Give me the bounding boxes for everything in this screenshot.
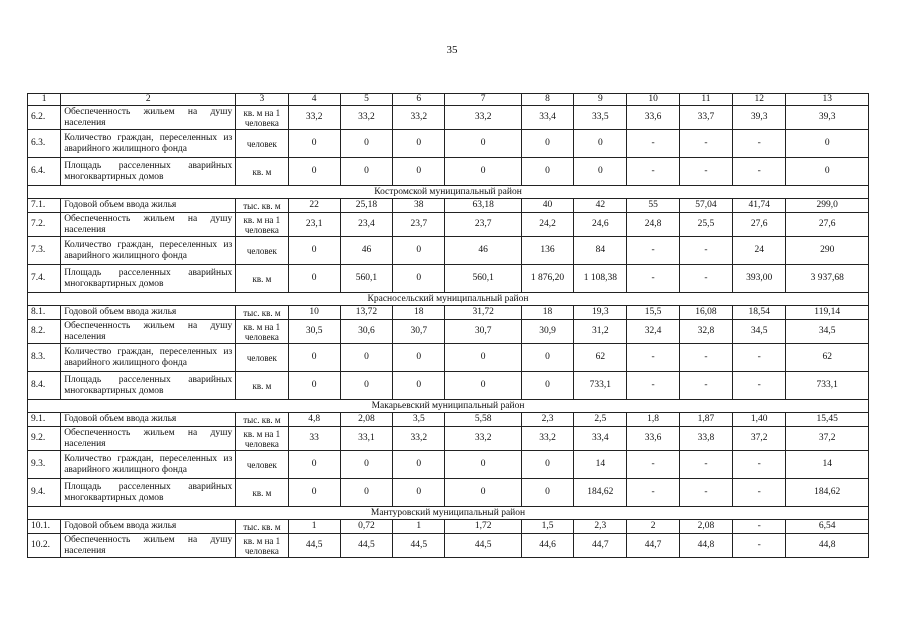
value-cell: 44,7 [627, 534, 679, 558]
table-body [28, 94, 869, 558]
value-cell: - [733, 520, 786, 534]
table-row [28, 344, 869, 372]
unit-of-measure: человек [236, 344, 288, 372]
table-row [28, 237, 869, 265]
unit-of-measure: кв. м [236, 372, 288, 400]
row-number: 10.2. [28, 534, 61, 558]
value-cell: 0 [521, 451, 573, 479]
value-cell: 32,4 [627, 320, 679, 344]
value-cell: 0 [445, 158, 521, 186]
value-cell: 38 [393, 199, 445, 213]
value-cell: 46 [340, 237, 392, 265]
section-row [28, 186, 869, 199]
value-cell: 25,18 [340, 199, 392, 213]
value-cell: 0 [288, 237, 340, 265]
value-cell: 184,62 [786, 479, 869, 507]
value-cell: 0 [340, 344, 392, 372]
value-cell: 0 [393, 237, 445, 265]
indicator-name: Годовой объем ввода жилья [61, 199, 236, 213]
column-number-cell: 11 [679, 94, 732, 106]
value-cell: - [679, 158, 732, 186]
indicator-name: Площадь расселенных аварийных многоквартирных домов [61, 372, 236, 400]
indicator-name: Количество граждан, переселенных из аварийного жилищного фонда [61, 130, 236, 158]
unit-of-measure: кв. м на 1 человека [236, 213, 288, 237]
value-cell: 3,5 [393, 413, 445, 427]
value-cell: 62 [786, 344, 869, 372]
unit-of-measure: человек [236, 451, 288, 479]
row-number: 8.4. [28, 372, 61, 400]
value-cell: 30,7 [393, 320, 445, 344]
value-cell: - [733, 158, 786, 186]
indicator-name: Обеспеченность жильем на душу населения [61, 320, 236, 344]
value-cell: 5,58 [445, 413, 521, 427]
value-cell: 0 [393, 451, 445, 479]
unit-of-measure: человек [236, 130, 288, 158]
value-cell: 44,8 [786, 534, 869, 558]
value-cell: 136 [521, 237, 573, 265]
value-cell: 3 937,68 [786, 265, 869, 293]
value-cell: 34,5 [733, 320, 786, 344]
unit-of-measure: тыс. кв. м [236, 199, 288, 213]
value-cell: 55 [627, 199, 679, 213]
value-cell: 37,2 [786, 427, 869, 451]
value-cell: 39,3 [786, 106, 869, 130]
value-cell: 18,54 [733, 306, 786, 320]
indicator-name: Обеспеченность жильем на душу населения [61, 106, 236, 130]
value-cell: 46 [445, 237, 521, 265]
section-row [28, 507, 869, 520]
value-cell: 33,1 [340, 427, 392, 451]
value-cell: 24 [733, 237, 786, 265]
value-cell: 30,7 [445, 320, 521, 344]
value-cell: 24,2 [521, 213, 573, 237]
value-cell: 0 [340, 451, 392, 479]
value-cell: 2,3 [521, 413, 573, 427]
table-row [28, 479, 869, 507]
value-cell: 33,6 [627, 106, 679, 130]
table-row [28, 427, 869, 451]
value-cell: 0 [288, 451, 340, 479]
unit-of-measure: человек [236, 237, 288, 265]
value-cell: 0 [521, 158, 573, 186]
value-cell: 1,72 [445, 520, 521, 534]
value-cell: 42 [574, 199, 627, 213]
indicator-name: Годовой объем ввода жилья [61, 520, 236, 534]
value-cell: 2 [627, 520, 679, 534]
indicator-name: Площадь расселенных аварийных многоквартирных домов [61, 479, 236, 507]
value-cell: 560,1 [445, 265, 521, 293]
value-cell: 0 [288, 158, 340, 186]
row-number: 8.2. [28, 320, 61, 344]
value-cell: 15,45 [786, 413, 869, 427]
value-cell: 39,3 [733, 106, 786, 130]
value-cell: - [627, 237, 679, 265]
value-cell: 44,7 [574, 534, 627, 558]
row-number: 6.2. [28, 106, 61, 130]
value-cell: 1 [393, 520, 445, 534]
table-row [28, 520, 869, 534]
value-cell: 41,74 [733, 199, 786, 213]
value-cell: 33,2 [445, 106, 521, 130]
value-cell: 44,5 [445, 534, 521, 558]
value-cell: 24,8 [627, 213, 679, 237]
table-row [28, 451, 869, 479]
value-cell: 0 [393, 265, 445, 293]
unit-of-measure: кв. м на 1 человека [236, 106, 288, 130]
section-title: Красносельский муниципальный район [28, 293, 869, 306]
value-cell: 44,5 [340, 534, 392, 558]
value-cell: 44,6 [521, 534, 573, 558]
value-cell: 0 [521, 130, 573, 158]
value-cell: 0 [521, 479, 573, 507]
value-cell: 1,5 [521, 520, 573, 534]
value-cell: 0 [521, 372, 573, 400]
row-number: 6.3. [28, 130, 61, 158]
column-number-header-row [28, 94, 869, 106]
row-number: 7.3. [28, 237, 61, 265]
value-cell: - [627, 158, 679, 186]
row-number: 10.1. [28, 520, 61, 534]
value-cell: 1,40 [733, 413, 786, 427]
value-cell: - [733, 344, 786, 372]
indicator-name: Обеспеченность жильем на душу населения [61, 427, 236, 451]
value-cell: 0 [288, 479, 340, 507]
value-cell: 44,5 [288, 534, 340, 558]
column-number-cell: 13 [786, 94, 869, 106]
table-row [28, 534, 869, 558]
value-cell: 10 [288, 306, 340, 320]
value-cell: 33,4 [521, 106, 573, 130]
value-cell: 0 [393, 158, 445, 186]
value-cell: 27,6 [786, 213, 869, 237]
value-cell: 733,1 [786, 372, 869, 400]
value-cell: 31,2 [574, 320, 627, 344]
value-cell: - [733, 451, 786, 479]
row-number: 7.4. [28, 265, 61, 293]
row-number: 7.1. [28, 199, 61, 213]
value-cell: 393,00 [733, 265, 786, 293]
value-cell: 0 [445, 479, 521, 507]
unit-of-measure: кв. м на 1 человека [236, 427, 288, 451]
value-cell: 560,1 [340, 265, 392, 293]
indicator-name: Количество граждан, переселенных из аварийного жилищного фонда [61, 451, 236, 479]
value-cell: 40 [521, 199, 573, 213]
value-cell: - [733, 130, 786, 158]
value-cell: 0 [786, 130, 869, 158]
value-cell: 290 [786, 237, 869, 265]
table-row [28, 199, 869, 213]
column-number-cell: 4 [288, 94, 340, 106]
value-cell: 1 [288, 520, 340, 534]
section-row [28, 400, 869, 413]
value-cell: 23,1 [288, 213, 340, 237]
indicator-name: Годовой объем ввода жилья [61, 413, 236, 427]
value-cell: 18 [393, 306, 445, 320]
indicator-name: Годовой объем ввода жилья [61, 306, 236, 320]
value-cell: 0 [393, 344, 445, 372]
value-cell: - [627, 451, 679, 479]
value-cell: 0 [574, 130, 627, 158]
section-title: Костромской муниципальный район [28, 186, 869, 199]
value-cell: 19,3 [574, 306, 627, 320]
value-cell: - [627, 479, 679, 507]
value-cell: 57,04 [679, 199, 732, 213]
value-cell: - [679, 372, 732, 400]
column-number-cell: 7 [445, 94, 521, 106]
value-cell: 23,7 [445, 213, 521, 237]
table-row [28, 213, 869, 237]
value-cell: 30,5 [288, 320, 340, 344]
indicator-name: Площадь расселенных аварийных многоквартирных домов [61, 265, 236, 293]
value-cell: 23,4 [340, 213, 392, 237]
indicator-name: Обеспеченность жильем на душу населения [61, 213, 236, 237]
column-number-cell: 9 [574, 94, 627, 106]
page-number: 35 [446, 44, 458, 56]
row-number: 9.2. [28, 427, 61, 451]
value-cell: 33,8 [679, 427, 732, 451]
value-cell: 44,5 [393, 534, 445, 558]
indicator-name: Обеспеченность жильем на душу населения [61, 534, 236, 558]
indicator-name: Количество граждан, переселенных из аварийного жилищного фонда [61, 344, 236, 372]
value-cell: 33,2 [288, 106, 340, 130]
value-cell: 1 876,20 [521, 265, 573, 293]
value-cell: 0 [393, 372, 445, 400]
value-cell: 32,8 [679, 320, 732, 344]
value-cell: 4,8 [288, 413, 340, 427]
value-cell: 2,5 [574, 413, 627, 427]
value-cell: - [627, 265, 679, 293]
column-number-cell: 12 [733, 94, 786, 106]
value-cell: 0 [288, 372, 340, 400]
value-cell: 31,72 [445, 306, 521, 320]
value-cell: 14 [786, 451, 869, 479]
value-cell: 44,8 [679, 534, 732, 558]
value-cell: 33,2 [393, 106, 445, 130]
value-cell: 30,9 [521, 320, 573, 344]
value-cell: 0,72 [340, 520, 392, 534]
section-row [28, 293, 869, 306]
value-cell: 0 [521, 344, 573, 372]
table-row [28, 320, 869, 344]
column-number-cell: 8 [521, 94, 573, 106]
value-cell: 733,1 [574, 372, 627, 400]
row-number: 6.4. [28, 158, 61, 186]
column-number-cell: 6 [393, 94, 445, 106]
row-number: 9.3. [28, 451, 61, 479]
value-cell: 34,5 [786, 320, 869, 344]
value-cell: 1 108,38 [574, 265, 627, 293]
value-cell: 0 [288, 265, 340, 293]
indicator-name: Количество граждан, переселенных из аварийного жилищного фонда [61, 237, 236, 265]
value-cell: - [627, 130, 679, 158]
unit-of-measure: тыс. кв. м [236, 413, 288, 427]
unit-of-measure: кв. м [236, 158, 288, 186]
value-cell: 0 [340, 158, 392, 186]
value-cell: 2,08 [679, 520, 732, 534]
value-cell: 0 [445, 130, 521, 158]
value-cell: 33,7 [679, 106, 732, 130]
value-cell: 299,0 [786, 199, 869, 213]
housing-indicators-table [27, 93, 869, 558]
value-cell: - [679, 451, 732, 479]
value-cell: - [679, 344, 732, 372]
value-cell: - [627, 372, 679, 400]
value-cell: 0 [445, 372, 521, 400]
unit-of-measure: кв. м [236, 479, 288, 507]
table-row [28, 158, 869, 186]
value-cell: 0 [288, 130, 340, 158]
section-title: Мантуровский муниципальный район [28, 507, 869, 520]
unit-of-measure: кв. м [236, 265, 288, 293]
value-cell: - [627, 344, 679, 372]
unit-of-measure: кв. м на 1 человека [236, 320, 288, 344]
value-cell: 30,6 [340, 320, 392, 344]
value-cell: 37,2 [733, 427, 786, 451]
table-row [28, 306, 869, 320]
value-cell: 184,62 [574, 479, 627, 507]
value-cell: - [679, 130, 732, 158]
table-row [28, 130, 869, 158]
column-number-cell: 2 [61, 94, 236, 106]
value-cell: 0 [340, 479, 392, 507]
value-cell: 23,7 [393, 213, 445, 237]
column-number-cell: 5 [340, 94, 392, 106]
value-cell: 33,5 [574, 106, 627, 130]
value-cell: 0 [340, 372, 392, 400]
value-cell: - [733, 534, 786, 558]
value-cell: 2,08 [340, 413, 392, 427]
value-cell: 13,72 [340, 306, 392, 320]
value-cell: 33,2 [340, 106, 392, 130]
value-cell: 2,3 [574, 520, 627, 534]
value-cell: 33,2 [445, 427, 521, 451]
value-cell: 1,8 [627, 413, 679, 427]
value-cell: 0 [574, 158, 627, 186]
section-title: Макарьевский муниципальный район [28, 400, 869, 413]
value-cell: 33,2 [393, 427, 445, 451]
value-cell: 24,6 [574, 213, 627, 237]
unit-of-measure: тыс. кв. м [236, 520, 288, 534]
value-cell: - [733, 372, 786, 400]
row-number: 8.1. [28, 306, 61, 320]
unit-of-measure: тыс. кв. м [236, 306, 288, 320]
value-cell: 16,08 [679, 306, 732, 320]
value-cell: 0 [393, 479, 445, 507]
value-cell: 0 [445, 451, 521, 479]
value-cell: 0 [288, 344, 340, 372]
value-cell: 6,54 [786, 520, 869, 534]
table-row [28, 372, 869, 400]
table-row [28, 265, 869, 293]
value-cell: 14 [574, 451, 627, 479]
column-number-cell: 1 [28, 94, 61, 106]
value-cell: 0 [340, 130, 392, 158]
value-cell: 33 [288, 427, 340, 451]
value-cell: 15,5 [627, 306, 679, 320]
row-number: 9.4. [28, 479, 61, 507]
value-cell: 22 [288, 199, 340, 213]
value-cell: - [733, 479, 786, 507]
value-cell: - [679, 265, 732, 293]
value-cell: 63,18 [445, 199, 521, 213]
value-cell: 62 [574, 344, 627, 372]
value-cell: 0 [445, 344, 521, 372]
row-number: 9.1. [28, 413, 61, 427]
value-cell: 84 [574, 237, 627, 265]
unit-of-measure: кв. м на 1 человека [236, 534, 288, 558]
value-cell: 33,2 [521, 427, 573, 451]
value-cell: 0 [786, 158, 869, 186]
table-row [28, 413, 869, 427]
value-cell: 33,4 [574, 427, 627, 451]
column-number-cell: 3 [236, 94, 288, 106]
table-row [28, 106, 869, 130]
value-cell: 33,6 [627, 427, 679, 451]
value-cell: 25,5 [679, 213, 732, 237]
value-cell: 0 [393, 130, 445, 158]
value-cell: 18 [521, 306, 573, 320]
value-cell: - [679, 479, 732, 507]
value-cell: - [679, 237, 732, 265]
row-number: 8.3. [28, 344, 61, 372]
indicator-name: Площадь расселенных аварийных многоквартирных домов [61, 158, 236, 186]
value-cell: 27,6 [733, 213, 786, 237]
value-cell: 119,14 [786, 306, 869, 320]
column-number-cell: 10 [627, 94, 679, 106]
value-cell: 1,87 [679, 413, 732, 427]
row-number: 7.2. [28, 213, 61, 237]
